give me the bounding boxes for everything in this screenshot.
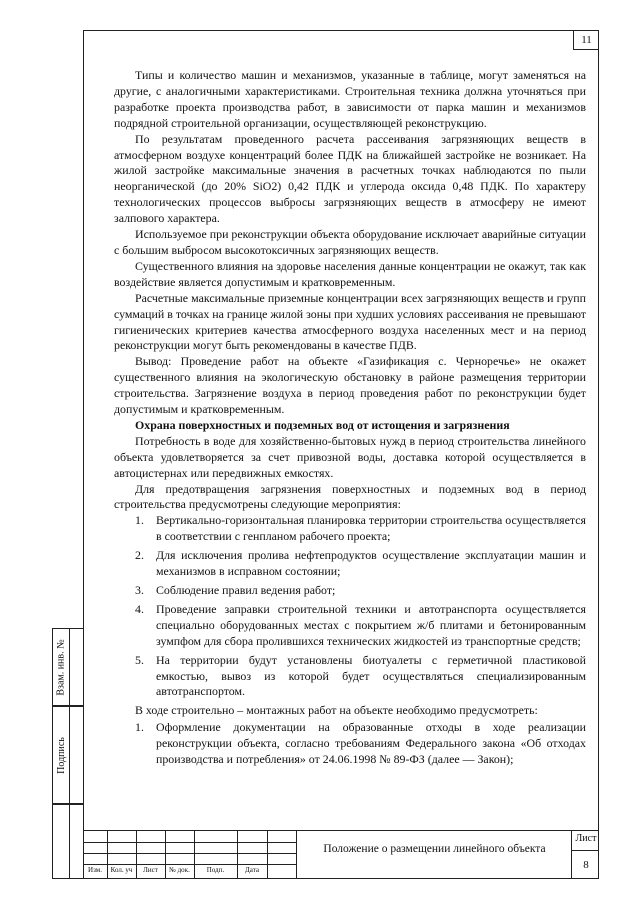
- stamp-list-number: 8: [583, 859, 589, 871]
- side-stamp-podpis: [52, 706, 83, 804]
- paragraphs-section-2: [114, 434, 586, 514]
- stamp-header-podp: Подп.: [206, 866, 225, 874]
- paragraph: Потребность в воде для хозяйственно-бытовых нужд в период строительства линейного объекта удовлетворяется за счет привозной воды, доставка которой осуществляется в автоцистернах или передвижных емкостях.: [114, 433, 586, 480]
- side-label-vzam: Взам. инв. №: [55, 638, 67, 696]
- list-item: [114, 513, 586, 545]
- stamp-header-izm: Изм.: [88, 866, 102, 874]
- paragraph-construction: В ходе строительно – монтажных работ на объекте необходимо предусмотреть:: [135, 703, 538, 718]
- list-item: [114, 583, 586, 599]
- list-item-number: 5.: [135, 652, 144, 667]
- page-number-top: 11: [573, 30, 599, 50]
- paragraph: Типы и количество машин и механизмов, указанные в таблице, могут заменяться на другие, с аналогичными характеристиками. Строительная техника должна уточняться при разработке проекта производства работ, в зависимости от парка машин и механизмов подрядной строительной организации, осуществляющей реконструкцию.: [114, 68, 586, 130]
- title-block: [83, 830, 599, 879]
- list-item-number: 3.: [135, 583, 144, 597]
- list-item-number: 4.: [135, 601, 144, 616]
- paragraph: Для предотвращения загрязнения поверхностных и подземных вод в период строительства предусмотрены следующие мероприятия:: [114, 481, 586, 512]
- paragraphs-section-1: [114, 68, 586, 418]
- list-item-text: Вертикально-горизонтальная планировка территории строительства осуществляется в соответствии с генпланом рабочего проекта;: [156, 513, 586, 544]
- stamp-header-kol: Кол. уч: [110, 866, 133, 874]
- requirements-list: [114, 720, 586, 768]
- list-item-text: Соблюдение правил ведения работ;: [156, 583, 336, 597]
- list-item-number: 1.: [135, 513, 144, 528]
- document-body: [114, 68, 586, 768]
- list-item-text: На территории будут установлены биотуалеты с герметичной пластиковой емкостью, вывоз из которой будет осуществляться специализированным автотранспортом.: [156, 652, 586, 699]
- side-stamp-bottom: [52, 804, 83, 879]
- stamp-list-label: Лист: [575, 833, 597, 844]
- paragraph: Вывод: Проведение работ на объекте «Газификация с. Черноречье» не окажет существенного влияния на экологическую обстановку в районе размещения территории строительства. Загрязнение воздуха в период проведения работ по реконструкции будет допустимым и кратковременным.: [114, 354, 586, 417]
- paragraph: Расчетные максимальные приземные концентрации всех загрязняющих веществ и групп суммаций в точках на границе жилой зоны при худших условиях рассеивания не превышают гигиенических критериев качества атмосферного воздуха населенных мест и на период реконструкции могут быть рекомендованы в качестве ПДВ.: [114, 290, 586, 353]
- paragraph: По результатам проведенного расчета рассеивания загрязняющих веществ в атмосферном воздухе концентраций более ПДК на ближайшей застройке не возникает. На жилой застройке максимальные значения в расчетных точках наблюдаются по пыли неорганической (до 20% SiO2) 0,42 ПДК и углерода оксида 0,48 ПДК. По характеру технологических процессов выбросы загрязняющих веществ в атмосферу не имеют залпового характера.: [114, 131, 586, 226]
- list-item-number: 1.: [135, 720, 144, 735]
- stamp-header-doc: № док.: [169, 866, 190, 874]
- section-heading: Охрана поверхностных и подземных вод от истощения и загрязнения: [135, 417, 510, 432]
- stamp-header-list: Лист: [143, 866, 158, 874]
- stamp-header-data: Дата: [245, 866, 259, 874]
- list-item: [114, 653, 586, 701]
- list-item-number: 2.: [135, 548, 144, 563]
- list-item: [114, 720, 586, 768]
- paragraph: Используемое при реконструкции объекта оборудование исключает аварийные ситуации с большим выбросом высокотоксичных загрязняющих веществ.: [114, 227, 586, 257]
- list-item: [114, 548, 586, 580]
- list-item-text: Проведение заправки строительной техники и автотранспорта осуществляется специально оборудованных местах с покрытием ж/б плитами и бетонированным зумпфом для сбора пролившихся технических жидкостей из транспортные средств;: [156, 601, 586, 648]
- list-item-text: Для исключения пролива нефтепродуктов осуществление эксплуатации машин и механизмов в исправном состоянии;: [156, 548, 586, 579]
- list-item: [114, 602, 586, 650]
- list-item-text: Оформление документации на образованные отходы в ходе реализации реконструкции объекта, согласно требованиям Федерального закона «Об отходах производства и потребления» от 24.06.1998 № 89-ФЗ (далее — Закон);: [156, 720, 586, 767]
- side-label-podpis: Подпись: [55, 736, 67, 774]
- side-stamp-vzam: [52, 628, 83, 706]
- document-title: Положение о размещении линейного объекта: [323, 843, 546, 855]
- paragraph: Существенного влияния на здоровье населения данные концентрации не окажут, так как воздействие является допустимым и кратковременным.: [114, 258, 586, 289]
- measures-list: [114, 513, 586, 700]
